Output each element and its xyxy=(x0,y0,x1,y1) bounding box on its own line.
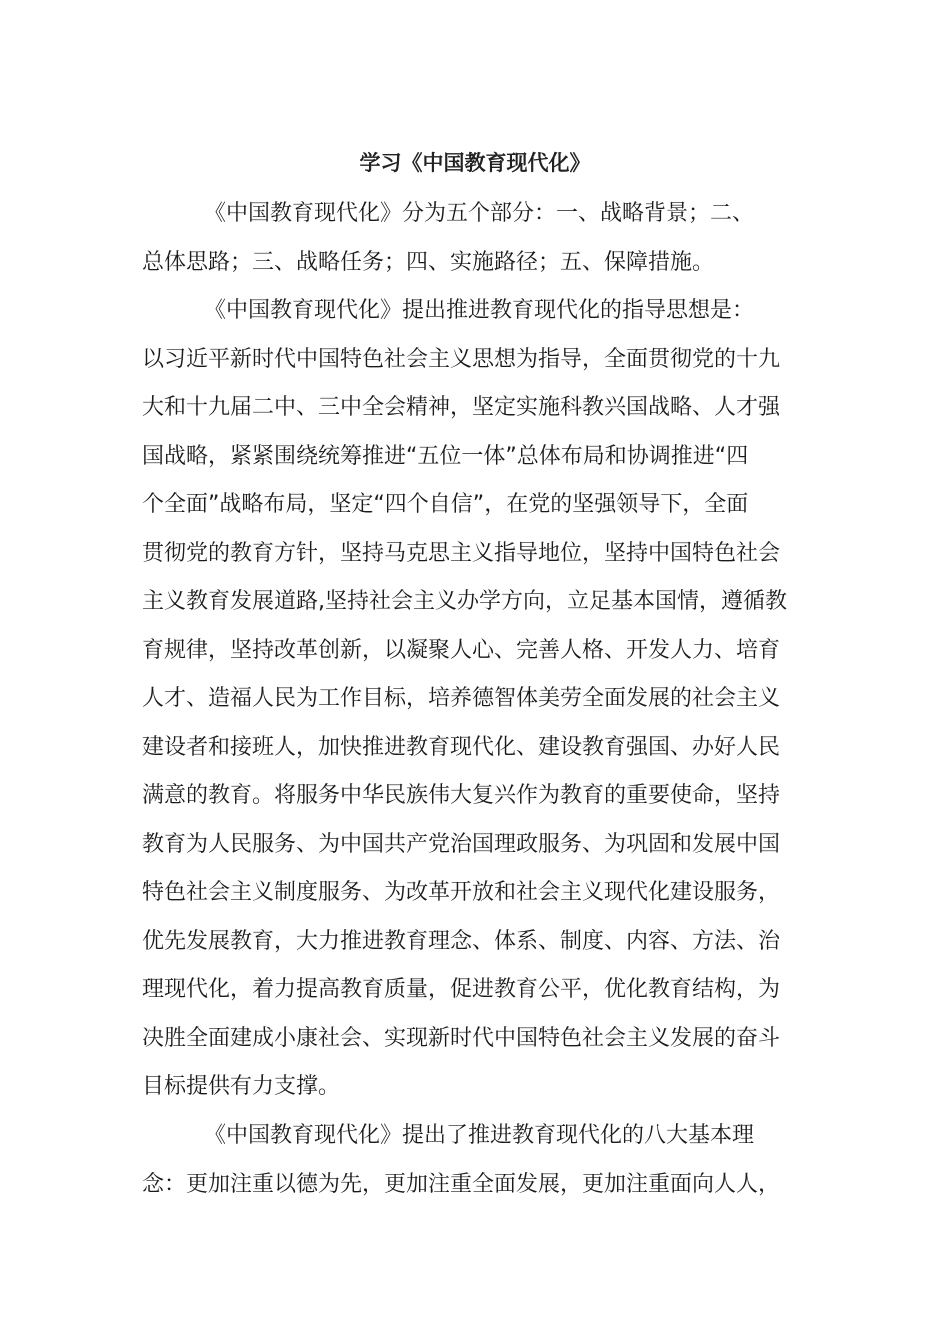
text-line: 满意的教育。将服务中华民族伟大复兴作为教育的重要使命，坚持 xyxy=(142,783,781,808)
text-line: 主义教育发展道路,坚持社会主义办学方向，立足基本国情，遵循教 xyxy=(142,589,787,614)
text-line: 育规律，坚持改革创新，以凝聚人心、完善人格、开发人力、培育 xyxy=(142,638,781,663)
text-line: 优先发展教育，大力推进教育理念、体系、制度、内容、方法、治 xyxy=(142,929,781,954)
text-line: 个全面”战略布局，坚定“四个自信”，在党的坚强领导下，全面 xyxy=(142,492,749,517)
text-line: 目标提供有力支撑。 xyxy=(142,1074,341,1099)
text-line: 大和十九届二中、三中全会精神，坚定实施科教兴国战略、人才强 xyxy=(142,395,781,420)
text-line: 以习近平新时代中国特色社会主义思想为指导，全面贯彻党的十九 xyxy=(142,347,781,372)
text-line: 《中国教育现代化》分为五个部分：一、战略背景；二、 xyxy=(204,201,755,226)
text-line: 念：更加注重以德为先，更加注重全面发展，更加注重面向人人， xyxy=(142,1172,781,1197)
text-line: 总体思路；三、战略任务；四、实施路径；五、保障措施。 xyxy=(142,250,715,275)
text-line: 建设者和接班人，加快推进教育现代化、建设教育强国、办好人民 xyxy=(142,735,781,760)
text-line: 人才、造福人民为工作目标，培养德智体美劳全面发展的社会主义 xyxy=(142,686,781,711)
text-line: 《中国教育现代化》提出推进教育现代化的指导思想是： xyxy=(204,298,755,323)
text-line: 决胜全面建成小康社会、实现新时代中国特色社会主义发展的奋斗 xyxy=(142,1026,781,1051)
text-line: 《中国教育现代化》提出了推进教育现代化的八大基本理 xyxy=(204,1123,755,1148)
text-line: 理现代化，着力提高教育质量，促进教育公平，优化教育结构，为 xyxy=(142,977,781,1002)
text-line: 国战略，紧紧围绕统筹推进“五位一体”总体布局和协调推进“四 xyxy=(142,444,749,469)
document-title: 学习《中国教育现代化》 xyxy=(359,151,591,175)
text-line: 特色社会主义制度服务、为改革开放和社会主义现代化建设服务， xyxy=(142,880,781,905)
text-line: 贯彻党的教育方针，坚持马克思主义指导地位，坚持中国特色社会 xyxy=(142,541,781,566)
text-line: 教育为人民服务、为中国共产党治国理政服务、为巩固和发展中国 xyxy=(142,832,781,857)
